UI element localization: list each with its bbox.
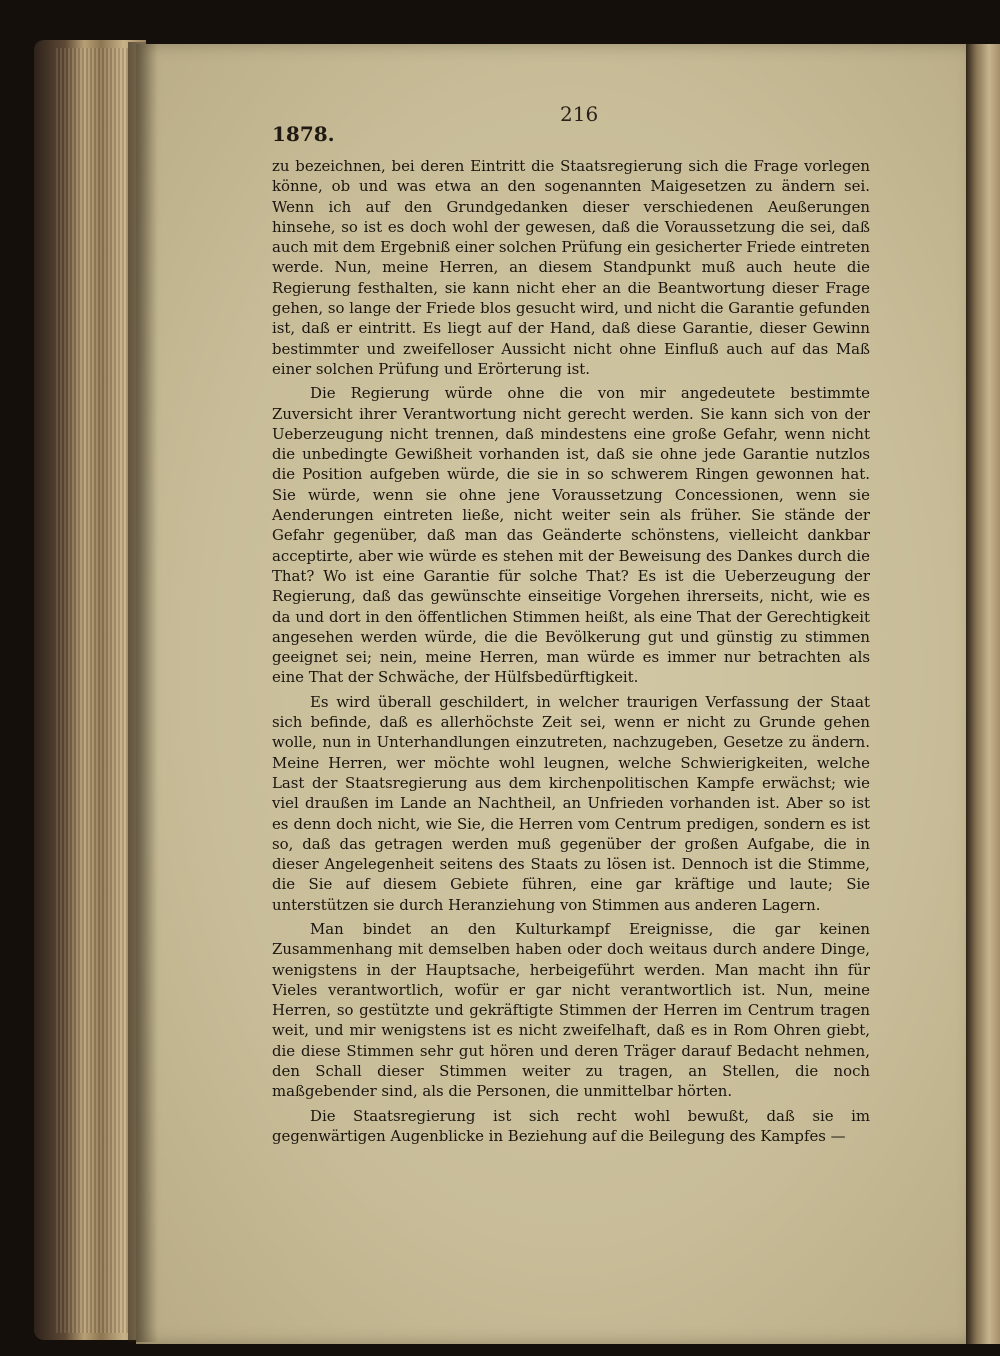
page-header [136, 44, 966, 144]
paragraph-1: zu bezeichnen, bei deren Eintritt die Staatsregierung sich die Frage vorlegen könne, ob und was etwa an den sogenannten Maigesetzen zu ändern sei. Wenn ich auf den Grundgedanken dieser verschiedenen Aeußerungen hinsehe, so ist es doch wohl der gewesen, daß die Voraussetzung die sei, daß auch mit dem Ergebniß einer solchen Prüfung ein gesicherter Friede eintreten werde. Nun, meine Herren, an diesem Standpunkt muß auch heute die Regierung festhalten, sie kann nicht eher an die Beantwortung dieser Frage gehen, so lange der Friede blos gesucht wird, und nicht die Garantie gefunden ist, daß er eintritt. Es liegt auf der Hand, daß diese Garantie, dieser Gewinn bestimmter und zweifelloser Aussicht nicht ohne Einfluß auch auf das Maß einer solchen Prüfung und Erörterung ist. [272, 157, 870, 378]
paragraph-5: Die Staatsregierung ist sich recht wohl bewußt, daß sie im gegenwärtigen Augenblicke in Beziehung auf die Beilegung des Kampfes — [272, 1106, 870, 1145]
book-page [136, 44, 966, 1344]
paragraph-4: Man bindet an den Kulturkampf Ereignisse, die gar keinen Zusammenhang mit demselben haben oder doch weitaus durch andere Dinge, wenigstens in der Hauptsache, herbeigeführt werden. Man macht ihn für Vieles verantwortlich, wofür er gar nicht verantwortlich ist. Nun, meine Herren, so gestützte und gekräftigte Stimmen der Herren im Centrum tragen weit, und mir wenigstens ist es nicht zweifelhaft, daß es in Rom Ohren giebt, die diese Stimmen sehr gut hören und deren Träger darauf Bedacht nehmen, den Schall dieser Stimmen weiter zu tragen, an Stellen, die noch maßgebender sind, als die Personen, die unmittelbar hörten. [272, 919, 870, 1101]
gutter-shadow [128, 42, 158, 1342]
page-body-text [272, 156, 870, 1150]
page-number: 216 [560, 102, 599, 126]
running-head-year: 1878. [272, 122, 335, 146]
facing-page-edge [964, 44, 1000, 1344]
paragraph-3: Es wird überall geschildert, in welcher traurigen Verfassung der Staat sich befinde, daß es allerhöchste Zeit sei, wenn er nicht zu Grunde gehen wolle, nun in Unterhandlungen einzutreten, nachzugeben, Gesetze zu ändern. Meine Herren, wer möchte wohl leugnen, welche Schwierigkeiten, welche Last der Staatsregierung aus dem kirchenpolitischen Kampfe erwächst; wie viel draußen im Lande an Nachtheil, an Unfrieden vorhanden ist. Aber so ist es denn doch nicht, wie Sie, die Herren vom Centrum predigen, sondern es ist so, daß das getragen werden muß gegenüber der großen Aufgabe, die in dieser Angelegenheit seitens des Staats zu lösen ist. Dennoch ist die Stimme, die Sie auf diesem Gebiete führen, eine gar kräftige und laute; Sie unterstützen sie durch Heranziehung von Stimmen aus anderen Lagern. [272, 692, 870, 914]
paragraph-2: Die Regierung würde ohne die von mir angedeutete bestimmte Zuversicht ihrer Verantwortung nicht gerecht werden. Sie kann sich von der Ueberzeugung nicht trennen, daß mindestens eine große Gefahr, wenn nicht die unbedingte Gewißheit vorhanden ist, daß sie ohne jede Garantie nutzlos die Position aufgeben würde, die sie in so schwerem Ringen gewonnen hat. Sie würde, wenn sie ohne jene Voraussetzung Concessionen, wenn sie Aenderungen eintreten ließe, nicht weiter sein als früher. Sie stände der Gefahr gegenüber, daß man das Geänderte schönstens, vielleicht dankbar acceptirte, aber wie würde es stehen mit der Beweisung des Dankes durch die That? Wo ist eine Garantie für solche That? Es ist die Ueberzeugung der Regierung, daß das gewünschte einseitige Vorgehen ihrerseits, nicht, wie es da und dort in den öffentlichen Stimmen heißt, als eine That der Gerechtigkeit angesehen werden würde, die die Bevölkerung gut und günstig zu stimmen geeignet sei; nein, meine Herren, man würde es immer nur betrachten als eine That der Schwäche, der Hülfsbedürftigkeit. [272, 384, 870, 687]
page-edge-texture [56, 48, 128, 1333]
